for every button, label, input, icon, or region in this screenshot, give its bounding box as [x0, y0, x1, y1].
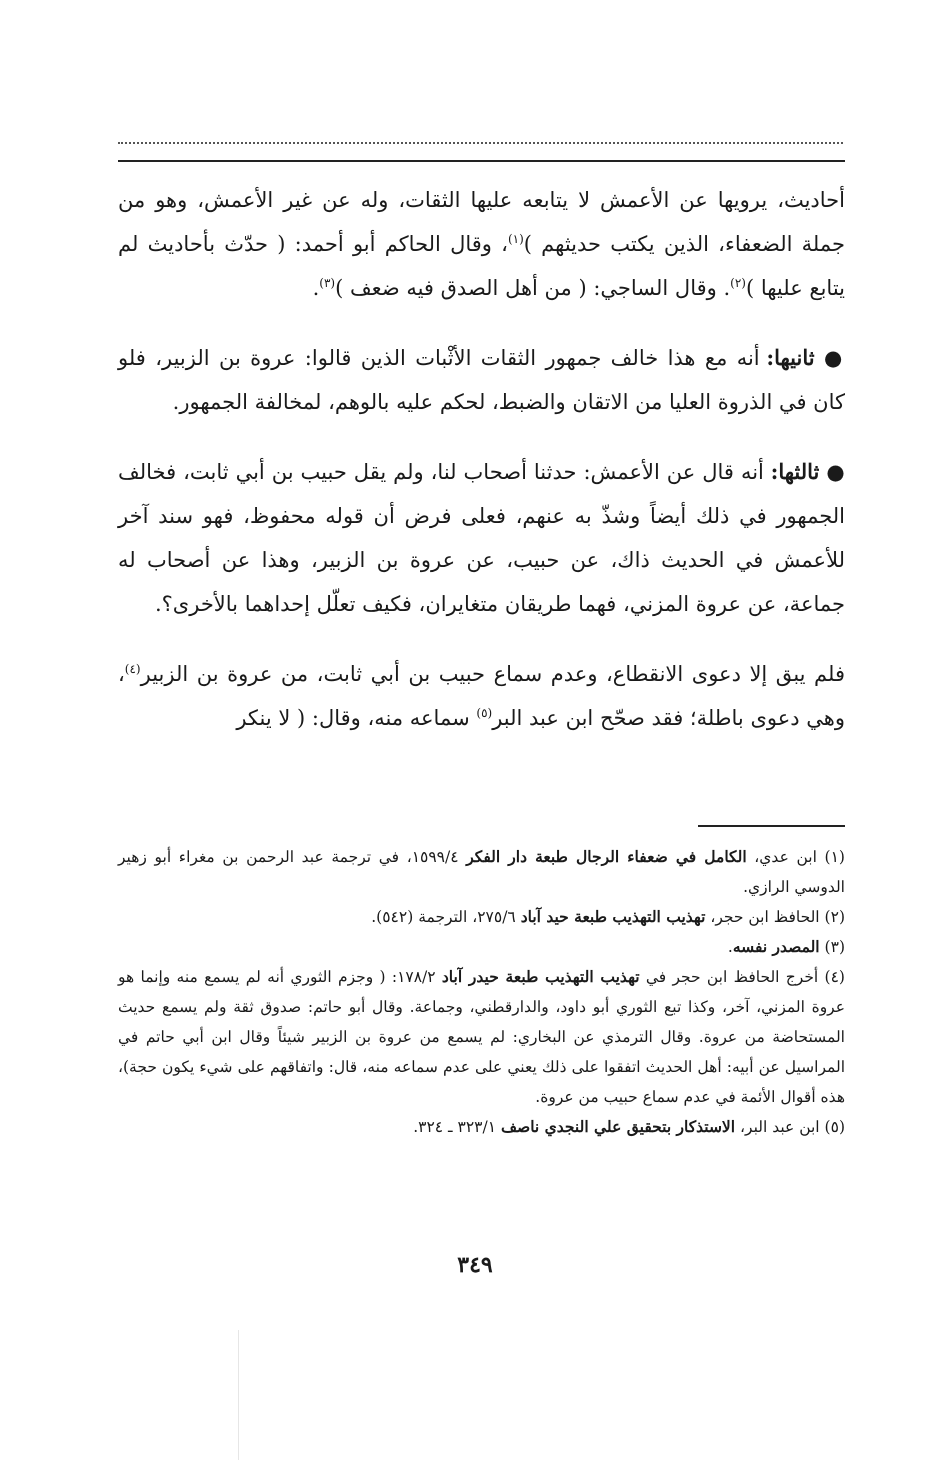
- footnote-number: (٥): [824, 1118, 845, 1136]
- footnote-source: تهذيب التهذيب طبعة حيدر آباد: [441, 967, 640, 986]
- footnotes: [118, 842, 845, 1142]
- footnote-5: [118, 1112, 845, 1142]
- footnote-number: (١): [824, 848, 845, 866]
- footnote-text: ٢٧٥/٦، الترجمة (٥٤٢).: [371, 908, 521, 926]
- footnote-source: المصدر نفسه: [732, 937, 820, 956]
- footnote-1: [118, 842, 845, 902]
- footnote-number: (٤): [824, 968, 845, 986]
- footnote-source: الكامل في ضعفاء الرجال طبعة دار الفكر: [466, 847, 747, 866]
- paragraph-2: [118, 336, 845, 424]
- footnote-text: أخرج الحافظ ابن حجر في: [639, 968, 825, 986]
- paragraph-lead: ثانيها:: [766, 345, 815, 370]
- paragraph-1: [118, 178, 845, 310]
- footnote-4: [118, 962, 845, 1112]
- footnote-text: ١٥٩٩/٤، في ترجمة عبد الرحمن بن مغراء أبو زهير الدوسي الرازي.: [118, 848, 845, 896]
- footnote-source: الاستذكار بتحقيق علي النجدي ناصف: [501, 1117, 736, 1136]
- page-number: ٣٤٩: [457, 1252, 493, 1278]
- paragraph-text: . وقال الساجي: ( من أهل الصدق فيه ضعف ): [335, 276, 731, 300]
- paragraph-text: سماعه منه، وقال: ( لا ينكر: [236, 706, 477, 730]
- header-rule: [118, 160, 845, 162]
- paragraph-text: أحاديث، يرويها عن الأعمش لا يتابعه عليها الثقات، وله عن غير الأعمش، وهو من جملة الضعفاء، الذين يكتب حديثهم ): [118, 188, 845, 256]
- scan-edge-line: [238, 1330, 239, 1460]
- footnote-number: (٢): [824, 908, 845, 926]
- bullet-icon: ●: [826, 459, 845, 484]
- paragraph-text: أنه مع هذا خالف جمهور الثقات الأثْبات الذين قالوا: عروة بن الزبير، فلو كان في الذروة العليا من الاتقان والضبط، لحكم عليه بالوهم، لمخالفة الجمهور.: [118, 346, 845, 414]
- footnote-2: [118, 902, 845, 932]
- footnote-ref[interactable]: (٤): [124, 662, 141, 676]
- footnote-text: الحافظ ابن حجر،: [705, 908, 825, 926]
- header-dotted-line: [118, 142, 843, 144]
- paragraph-4: [118, 652, 845, 740]
- paragraph-text: .: [312, 276, 320, 300]
- main-text: [118, 178, 845, 766]
- paragraph-lead: ثالثها:: [770, 459, 820, 484]
- footnote-ref[interactable]: (٥): [476, 706, 493, 720]
- footnote-ref[interactable]: (٢): [730, 276, 746, 290]
- footnote-text: ابن عدي،: [746, 848, 825, 866]
- footnote-ref[interactable]: (١): [507, 232, 524, 246]
- paragraph-text: ، وقال الحاكم أبو أحمد: ( حدّث بأحاديث لم يتابع عليها ): [118, 232, 845, 300]
- footnote-text: ٣٢٣/١ ـ ٣٢٤.: [413, 1118, 501, 1136]
- paragraph-3: [118, 450, 845, 626]
- paragraph-text: ، وهي دعوى باطلة؛ فقد صحّح ابن عبد البر: [118, 662, 845, 730]
- footnote-ref[interactable]: (٣): [319, 276, 336, 290]
- paragraph-text: فلم يبق إلا دعوى الانقطاع، وعدم سماع حبيب بن أبي ثابت، من عروة بن الزبير: [140, 662, 845, 686]
- footnote-separator: [698, 825, 845, 827]
- footnote-text: .: [727, 938, 733, 956]
- footnote-text: ابن عبد البر،: [735, 1118, 825, 1136]
- footnote-text: ١٧٨/٢: ( وجزم الثوري أنه لم يسمع منه وإنما هو عروة المزني، آخر، وكذا تبع الثوري أبو داود، والدارقطني، وجماعة. وقال أبو حاتم: صدوق ثقة ولم يسمع حديث المستحاضة من عروة. وقال الترمذي عن البخاري: لم يسمع من عروة بن الزبير شيئاً وقال ابن أبي حاتم في المراسيل عن أبيه: أهل الحديث اتفقوا على ذلك يعني على عدم سماعه منه، قال: واتفاقهم على شيء يكون حجة)، هذه أقوال الأئمة في عدم سماع حبيب من عروة.: [118, 968, 845, 1106]
- footnote-number: (٣): [824, 938, 845, 956]
- footnote-3: [118, 932, 845, 962]
- paragraph-text: أنه قال عن الأعمش: حدثنا أصحاب لنا، ولم يقل حبيب بن أبي ثابت، فخالف الجمهور في ذلك أيضاً وشذّ به عنهم، فعلى فرض أن قوله محفوظ، فهو سند آخر للأعمش في الحديث ذاك، عن حبيب، عن عروة بن الزبير، وهذا عن أصحاب له جماعة، عن عروة المزني، فهما طريقان متغايران، فكيف تعلّل إحداهما بالأخرى؟.: [118, 460, 845, 616]
- bullet-icon: ●: [823, 345, 845, 370]
- footnote-source: تهذيب التهذيب طبعة حيد آباد: [520, 907, 706, 926]
